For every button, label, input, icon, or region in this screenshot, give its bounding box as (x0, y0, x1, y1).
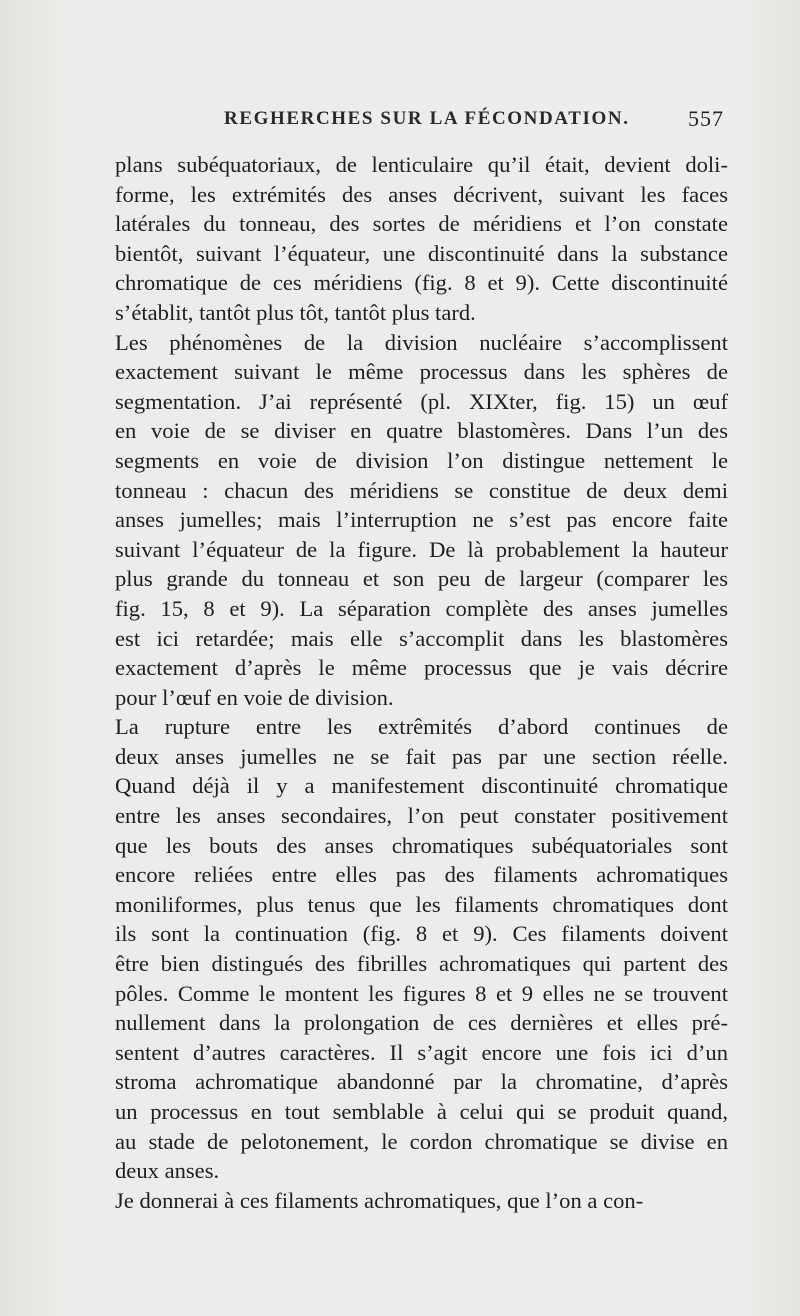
text-line: forme, les extrémités des anses décrivent, suivant les faces (115, 181, 728, 207)
page-header (88, 108, 728, 138)
text-line: nullement dans la prolongation de ces dernières et elles pré- (115, 1010, 728, 1036)
text-line: s’établit, tantôt plus tôt, tantôt plus tard. (115, 299, 476, 325)
text-line: segmentation. J’ai représenté (pl. XIXter, fig. 15) un œuf (115, 388, 728, 414)
paragraph (88, 712, 728, 1186)
running-title: REGHERCHES SUR LA FÉCONDATION. (224, 108, 630, 129)
text-line: Quand déjà il y a manifestement discontinuité chromatique (115, 773, 728, 799)
text-line: La rupture entre les extrêmités d’abord continues de (115, 714, 728, 740)
text-line: pôles. Comme le montent les figures 8 et 9 elles ne se trouvent (115, 980, 728, 1006)
text-line: plans subéquatoriaux, de lenticulaire qu’il était, devient doli- (115, 152, 728, 177)
text-line: est ici retardée; mais elle s’accomplit dans les blastomères (115, 625, 728, 651)
text-line: un processus en tout semblable à celui qui se produit quand, (115, 1099, 728, 1124)
page-number: 557 (688, 106, 724, 131)
text-line: stroma achromatique abandonné par la chromatine, d’après (115, 1069, 728, 1095)
text-line: deux anses jumelles ne se fait pas par une section réelle. (115, 743, 728, 769)
text-line: chromatique de ces méridiens (fig. 8 et 9). Cette discontinuité (115, 270, 728, 296)
text-line: fig. 15, 8 et 9). La séparation complète des anses jumelles (115, 595, 728, 621)
text-line: Les phénomènes de la division nucléaire s’accomplissent (115, 329, 728, 355)
text-line: suivant l’équateur de la figure. De là probablement la hauteur (115, 536, 728, 562)
text-line: en voie de se diviser en quatre blastomères. Dans l’un des (115, 418, 728, 444)
text-line: être bien distingués des fibrilles achromatiques qui partent des (115, 951, 728, 977)
text-line: moniliformes, plus tenus que les filaments chromatiques dont (115, 891, 728, 917)
text-line: encore reliées entre elles pas des filaments achromatiques (115, 862, 728, 888)
text-line: latérales du tonneau, des sortes de méridiens et l’on constate (115, 211, 728, 237)
text-line: plus grande du tonneau et son peu de largeur (comparer les (115, 566, 728, 592)
text-line: segments en voie de division l’on distingue nettement le (115, 447, 728, 473)
text-line: exactement d’après le même processus que je vais décrire (115, 655, 728, 681)
text-line: Je donnerai à ces filaments achromatiques, que l’on a con- (115, 1187, 644, 1213)
text-line: exactement suivant le même processus dans les sphères de (115, 359, 728, 385)
text-line: tonneau : chacun des méridiens se constitue de deux demi (115, 477, 728, 503)
text-line: que les bouts des anses chromatiques subéquatoriales sont (115, 832, 728, 858)
paragraph (88, 328, 728, 713)
text-line: au stade de pelotonement, le cordon chromatique se divise en (115, 1128, 728, 1154)
text-line: entre les anses secondaires, l’on peut constater positivement (115, 803, 728, 829)
text-line: sentent d’autres caractères. Il s’agit encore une fois ici d’un (115, 1039, 728, 1065)
body-text (88, 150, 728, 1215)
text-line: bientôt, suivant l’équateur, une discontinuité dans la substance (115, 240, 728, 266)
text-line: anses jumelles; mais l’interruption ne s’est pas encore faite (115, 507, 728, 533)
text-line: pour l’œuf en voie de division. (115, 684, 394, 710)
paragraph (88, 150, 728, 328)
paragraph (88, 1186, 728, 1216)
text-line: deux anses. (115, 1158, 220, 1184)
text-line: ils sont la continuation (fig. 8 et 9). Ces filaments doivent (115, 921, 728, 947)
